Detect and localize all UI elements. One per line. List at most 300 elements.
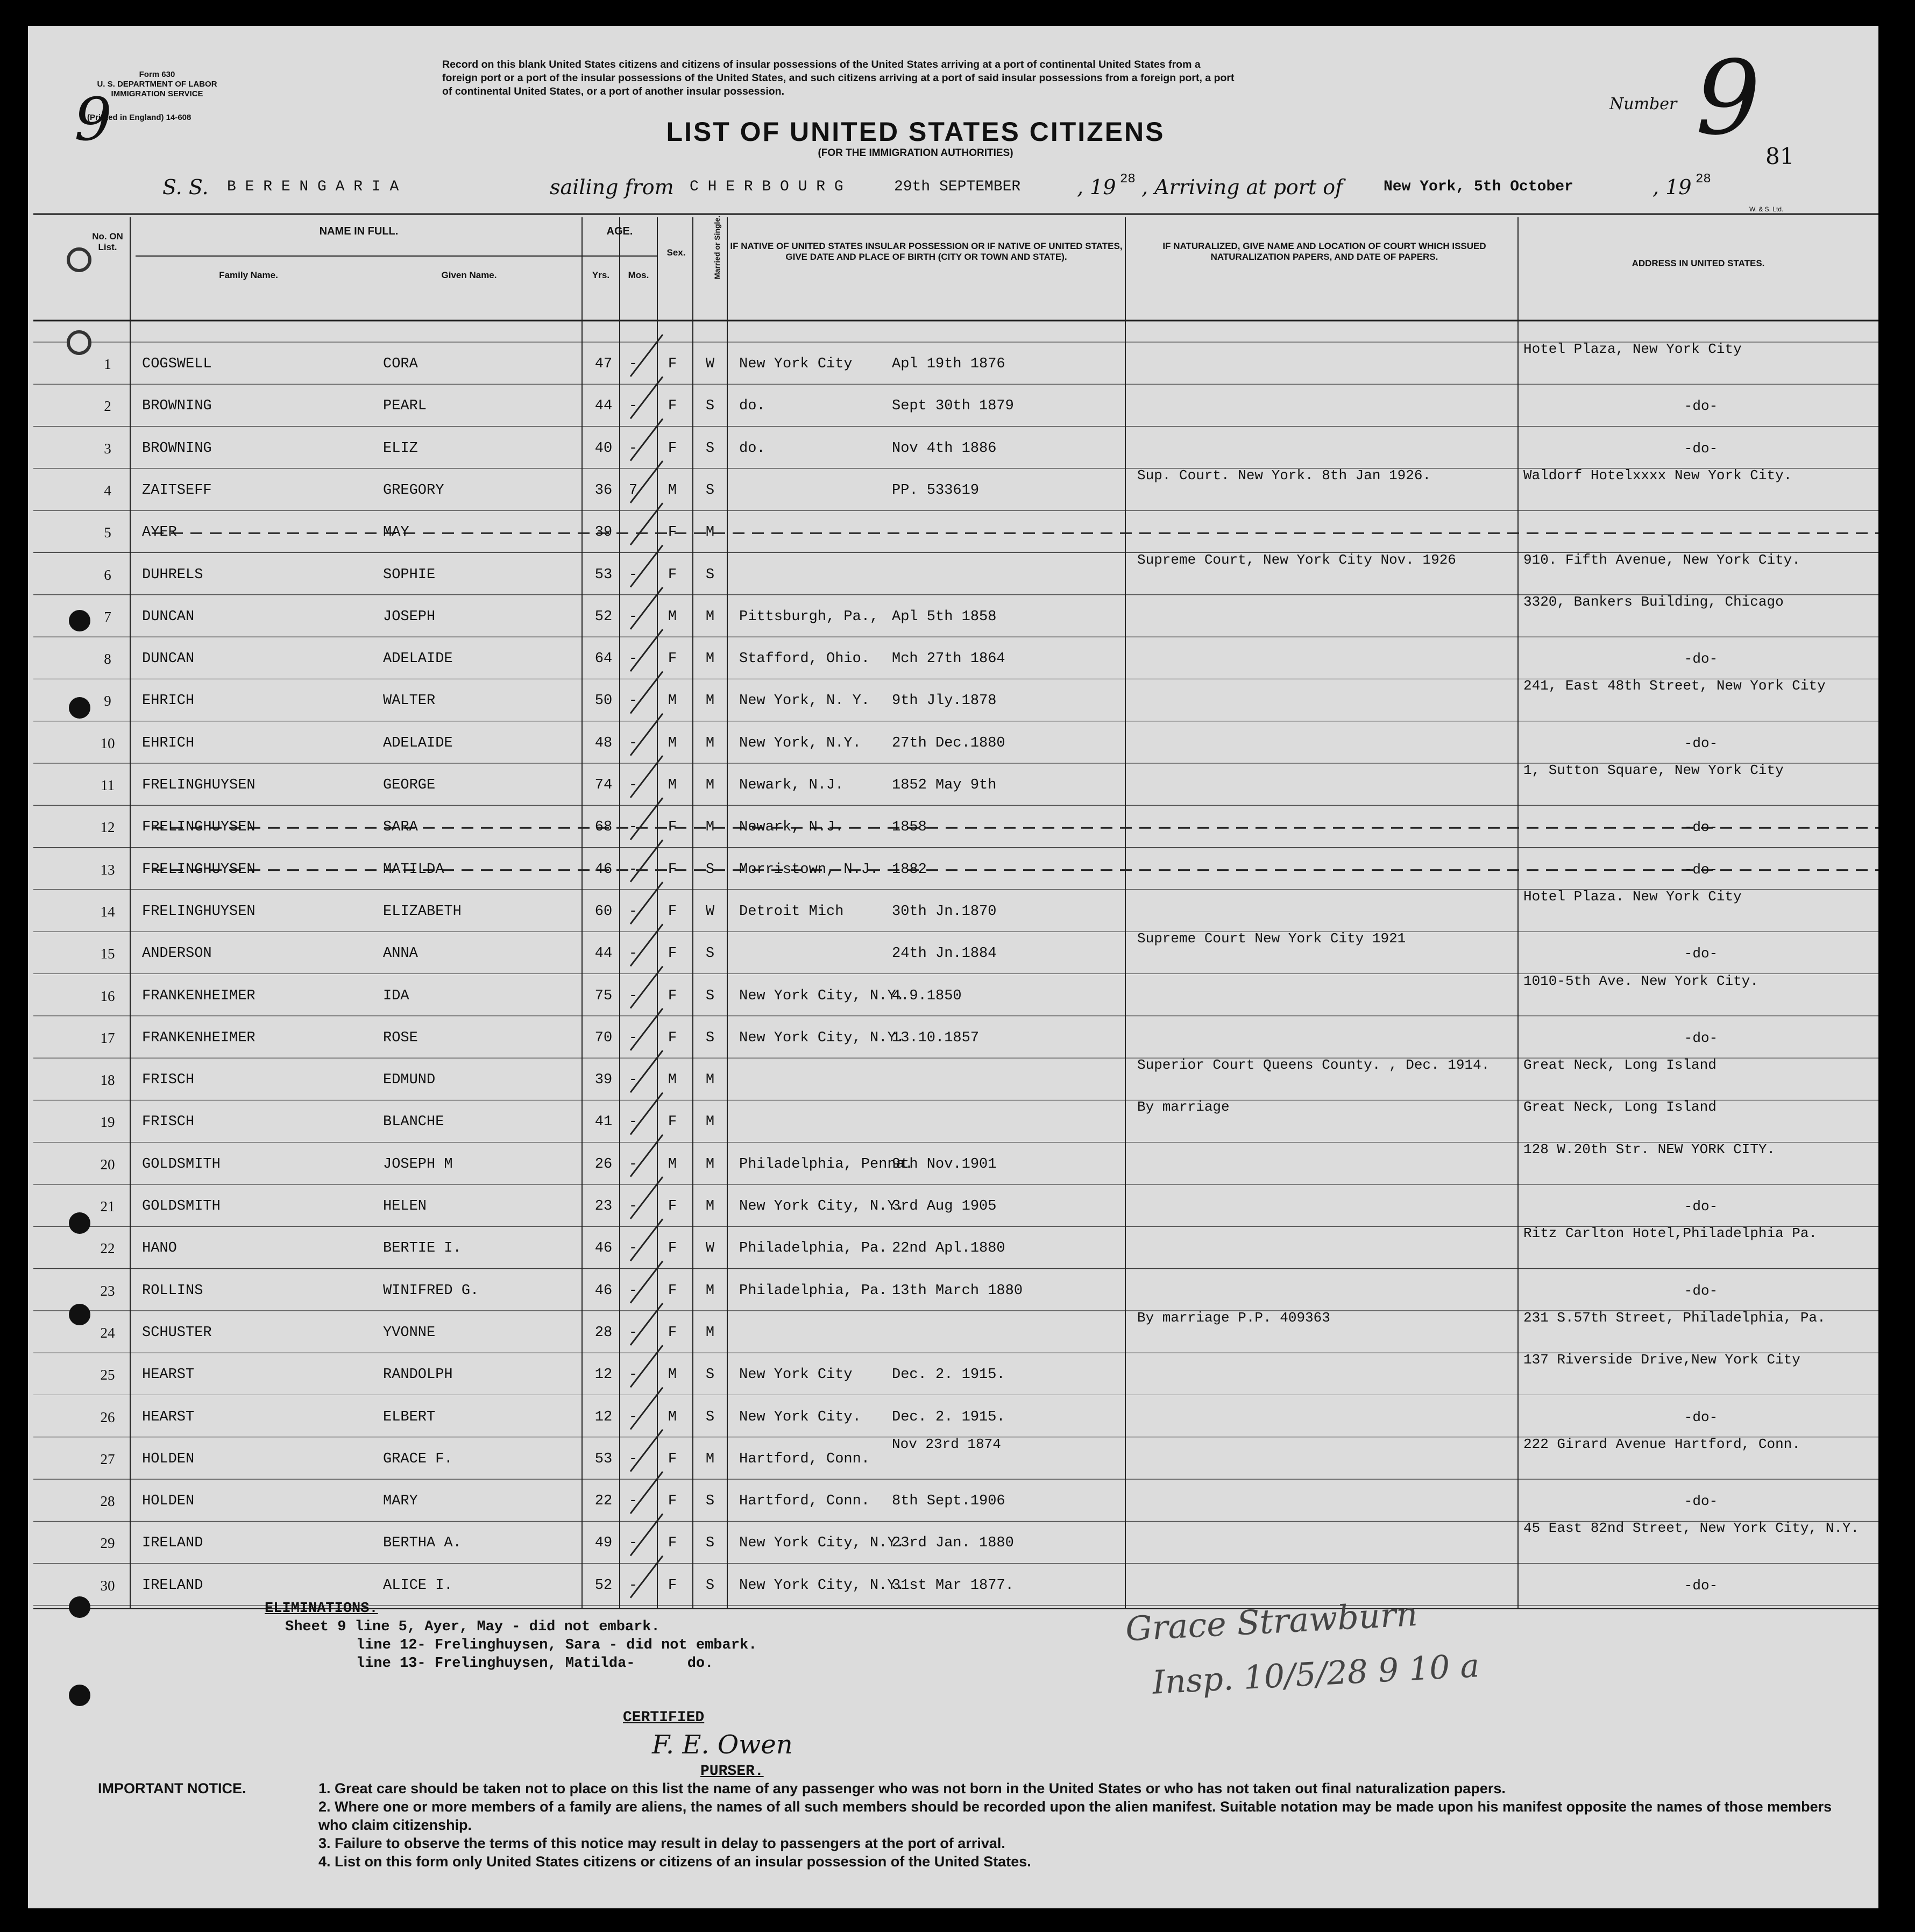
cell-no: 30 xyxy=(100,1577,115,1594)
elimination-line-1: Sheet 9 line 5, Ayer, May - did not embark. xyxy=(285,1619,660,1635)
notice-item-1: 1. Great care should be taken not to place on this list the name of any passenger who was not born in the United States or who has not taken out final naturalization papers. xyxy=(318,1780,1506,1796)
cell-ms: M xyxy=(705,819,715,836)
cell-given: CORA xyxy=(383,356,418,372)
cell-family: DUNCAN xyxy=(142,651,195,667)
cell-sex: M xyxy=(668,777,677,793)
cell-ms: S xyxy=(705,566,715,583)
col-family: Family Name. xyxy=(219,270,278,280)
cell-place: New York City, N.Y. xyxy=(739,988,905,1004)
port-from: C H E R B O U R G xyxy=(690,179,843,195)
cell-family: HEARST xyxy=(142,1367,195,1383)
cell-sex: M xyxy=(668,482,677,499)
cell-given: MARY xyxy=(383,1493,418,1510)
cell-family: BROWNING xyxy=(142,440,212,457)
cell-mos: - xyxy=(628,1324,638,1341)
cell-date: Nov 4th 1886 xyxy=(892,440,997,457)
cell-no: 8 xyxy=(104,651,111,667)
cell-given: BERTHA A. xyxy=(383,1535,462,1552)
cell-mos: - xyxy=(628,1282,638,1299)
cell-mos: - xyxy=(628,1535,638,1552)
cell-family: HEARST xyxy=(142,1409,195,1425)
elimination-line-2: line 12- Frelinghuysen, Sara - did not embark. xyxy=(356,1637,757,1653)
form-number: Form 630 xyxy=(139,70,175,79)
cell-given: ADELAIDE xyxy=(383,735,453,751)
cell-family: HOLDEN xyxy=(142,1493,195,1510)
cell-ms: M xyxy=(705,735,715,751)
cell-no: 17 xyxy=(100,1029,115,1046)
cell-addr: Waldorf Hotelxxxx New York City. xyxy=(1523,467,1792,484)
cell-ms: S xyxy=(705,861,715,878)
cell-given: ANNA xyxy=(383,946,418,962)
elimination-line-3: line 13- Frelinghuysen, Matilda- do. xyxy=(356,1656,714,1672)
cell-no: 18 xyxy=(100,1072,115,1089)
cell-sex: F xyxy=(668,819,677,836)
cell-yrs: 53 xyxy=(594,1451,613,1467)
cell-no: 6 xyxy=(104,566,111,583)
cell-ms: M xyxy=(705,1198,715,1214)
cell-sex: F xyxy=(668,566,677,583)
cell-ms: S xyxy=(705,1367,715,1383)
binder-hole xyxy=(69,1212,90,1234)
cell-family: FRELINGHUYSEN xyxy=(142,903,256,920)
col-no: No. ON List. xyxy=(92,231,123,252)
cell-place: Philadelphia, Pa. xyxy=(739,1240,888,1257)
cell-given: JOSEPH M xyxy=(383,1156,453,1173)
cell-date: 27th Dec.1880 xyxy=(892,735,1005,751)
cell-yrs: 12 xyxy=(594,1367,613,1383)
cell-yrs: 52 xyxy=(594,1577,613,1594)
cell-place: Detroit Mich xyxy=(739,903,844,920)
cell-mos: - xyxy=(628,1577,638,1594)
cell-addr: -do- xyxy=(1684,651,1718,667)
cell-mos: - xyxy=(628,398,638,415)
cell-date: Nov 23rd 1874 xyxy=(892,1436,1001,1452)
cell-ms: M xyxy=(705,1156,715,1173)
cell-ms: M xyxy=(705,1324,715,1341)
cell-addr: 1, Sutton Square, New York City xyxy=(1523,762,1784,778)
cell-no: 19 xyxy=(100,1114,115,1131)
port-to: New York, 5th October xyxy=(1384,179,1573,195)
cell-mos: - xyxy=(628,1493,638,1510)
cell-place: New York, N. Y. xyxy=(739,693,870,709)
col-age: AGE. xyxy=(606,225,633,237)
cell-date: 1882 xyxy=(892,861,927,878)
cell-ms: S xyxy=(705,1577,715,1594)
col-married: Married or Single. xyxy=(713,215,721,280)
cell-addr: 241, East 48th Street, New York City xyxy=(1523,678,1826,694)
cell-yrs: 46 xyxy=(594,1282,613,1299)
cell-sex: F xyxy=(668,1493,677,1510)
cell-family: IRELAND xyxy=(142,1535,203,1552)
cell-addr: -do- xyxy=(1684,1409,1718,1425)
cell-no: 9 xyxy=(104,693,111,709)
cell-mos: - xyxy=(628,1367,638,1383)
binder-hole xyxy=(67,330,91,355)
cell-mos: - xyxy=(628,608,638,625)
cell-place: Newark, N.J. xyxy=(739,777,844,793)
cell-sex: M xyxy=(668,1409,677,1425)
cell-date: Apl 5th 1858 xyxy=(892,608,997,625)
cell-addr: Ritz Carlton Hotel,Philadelphia Pa. xyxy=(1523,1225,1818,1242)
cell-family: AYER xyxy=(142,524,177,541)
cell-yrs: 74 xyxy=(594,777,613,793)
cell-place: New York City xyxy=(739,1367,853,1383)
cell-yrs: 23 xyxy=(594,1198,613,1214)
cell-yrs: 36 xyxy=(594,482,613,499)
cell-no: 27 xyxy=(100,1451,115,1467)
cell-place: New York City. xyxy=(739,1409,861,1425)
cell-date: 22nd Apl.1880 xyxy=(892,1240,1005,1257)
purser-signature: F. E. Owen xyxy=(652,1730,793,1760)
cell-nat: Superior Court Queens County. , Dec. 1914. xyxy=(1137,1057,1490,1074)
purser-label: PURSER. xyxy=(700,1763,764,1780)
cell-no: 23 xyxy=(100,1282,115,1299)
cell-given: MATILDA xyxy=(383,861,444,878)
cell-family: HOLDEN xyxy=(142,1451,195,1467)
cell-sex: F xyxy=(668,861,677,878)
cell-no: 16 xyxy=(100,988,115,1004)
cell-mos: - xyxy=(628,651,638,667)
notice-heading: IMPORTANT NOTICE. xyxy=(98,1780,246,1796)
cell-ms: W xyxy=(705,1240,715,1257)
cell-addr: 137 Riverside Drive,New York City xyxy=(1523,1352,1800,1368)
cell-no: 26 xyxy=(100,1409,115,1425)
cell-date: 13th March 1880 xyxy=(892,1282,1023,1299)
cell-sex: F xyxy=(668,1282,677,1299)
cell-family: HANO xyxy=(142,1240,177,1257)
cell-sex: F xyxy=(668,1451,677,1467)
cell-ms: S xyxy=(705,1409,715,1425)
manifest-sheet xyxy=(28,26,1878,1908)
cell-addr: -do- xyxy=(1684,946,1718,962)
cell-place: do. xyxy=(739,440,765,457)
cell-given: SOPHIE xyxy=(383,566,436,583)
cell-place: Morristown, N.J. xyxy=(739,861,879,878)
cell-no: 22 xyxy=(100,1240,115,1257)
cell-mos: - xyxy=(628,1072,638,1089)
col-given: Given Name. xyxy=(441,270,497,280)
cell-sex: F xyxy=(668,398,677,415)
cell-date: Mch 27th 1864 xyxy=(892,651,1005,667)
cell-given: WALTER xyxy=(383,693,436,709)
cell-given: ELBERT xyxy=(383,1409,436,1425)
preamble-line: foreign port or a port of the insular possessions of the United States, and such citizens arriving at a port of said insular possessions from a foreign port, a port xyxy=(442,72,1235,84)
cell-sex: F xyxy=(668,1577,677,1594)
cell-ms: M xyxy=(705,1282,715,1299)
col-yrs: Yrs. xyxy=(592,270,610,280)
cell-yrs: 47 xyxy=(594,356,613,372)
cell-mos: - xyxy=(628,1451,638,1467)
cell-yrs: 50 xyxy=(594,693,613,709)
cell-sex: F xyxy=(668,946,677,962)
cell-ms: M xyxy=(705,1451,715,1467)
cell-given: WINIFRED G. xyxy=(383,1282,479,1299)
cell-addr: -do- xyxy=(1684,1282,1718,1299)
cell-date: Sept 30th 1879 xyxy=(892,398,1014,415)
cell-family: DUHRELS xyxy=(142,566,203,583)
certified-label: CERTIFIED xyxy=(623,1709,705,1726)
cell-given: JOSEPH xyxy=(383,608,436,625)
cell-given: GRACE F. xyxy=(383,1451,453,1467)
cell-no: 7 xyxy=(104,608,111,625)
ship-name: B E R E N G A R I A xyxy=(227,179,399,195)
cell-sex: F xyxy=(668,524,677,541)
cell-family: FRELINGHUYSEN xyxy=(142,777,256,793)
cell-addr: -do- xyxy=(1684,735,1718,751)
cell-given: IDA xyxy=(383,988,409,1004)
cell-yrs: 22 xyxy=(594,1493,613,1510)
cell-addr: -do- xyxy=(1684,398,1718,415)
cell-no: 29 xyxy=(100,1535,115,1552)
col-mos: Mos. xyxy=(628,270,649,280)
cell-addr: 231 S.57th Street, Philadelphia, Pa. xyxy=(1523,1309,1826,1326)
cell-yrs: 40 xyxy=(594,440,613,457)
cell-date: Dec. 2. 1915. xyxy=(892,1409,1005,1425)
cell-nat: Supreme Court New York City 1921 xyxy=(1137,931,1406,947)
cell-sex: M xyxy=(668,608,677,625)
notice-item-2: 2. Where one or more members of a family are aliens, the names of all such members should be recorded upon the alien manifest. Suitable notation may be made upon his manifest opposite the names of those members who claim citizenship. xyxy=(318,1799,1832,1833)
cell-place: Hartford, Conn. xyxy=(739,1493,870,1510)
cell-yrs: 44 xyxy=(594,398,613,415)
number-value: 9 xyxy=(1696,39,1761,158)
cell-yrs: 12 xyxy=(594,1409,613,1425)
cell-family: EHRICH xyxy=(142,735,195,751)
cell-place: Pittsburgh, Pa., xyxy=(739,608,879,625)
cell-nat: Sup. Court. New York. 8th Jan 1926. xyxy=(1137,467,1431,484)
cell-date: 8th Sept.1906 xyxy=(892,1493,1005,1510)
service: IMMIGRATION SERVICE xyxy=(111,89,203,98)
binder-hole xyxy=(69,697,90,719)
cell-mos: - xyxy=(628,566,638,583)
binder-hole xyxy=(69,1596,90,1618)
cell-given: ADELAIDE xyxy=(383,651,453,667)
cell-yrs: 75 xyxy=(594,988,613,1004)
cell-yrs: 44 xyxy=(594,946,613,962)
year-prefix: , 19 xyxy=(1077,175,1116,199)
printer-mark: W. & S. Ltd. xyxy=(1749,205,1784,213)
cell-given: PEARL xyxy=(383,398,427,415)
cell-addr: -do- xyxy=(1684,861,1718,878)
notice-item-3: 3. Failure to observe the terms of this notice may result in delay to passengers at the port of arrival. xyxy=(318,1835,1005,1851)
cell-date: 13.10.1857 xyxy=(892,1029,980,1046)
cell-family: GOLDSMITH xyxy=(142,1156,221,1173)
cell-place: Philadelphia, Pa. xyxy=(739,1282,888,1299)
preamble-line: of continental United States, or a port of another insular possession. xyxy=(442,86,784,97)
cell-place: New York City, N.Y. xyxy=(739,1535,905,1552)
cell-ms: S xyxy=(705,440,715,457)
cell-no: 2 xyxy=(104,398,111,415)
cell-mos: - xyxy=(628,988,638,1004)
cell-yrs: 41 xyxy=(594,1114,613,1131)
important-notice xyxy=(98,1779,1846,1871)
printed-note: (Printed in England) 14-608 xyxy=(87,113,191,122)
cell-date: 24th Jn.1884 xyxy=(892,946,997,962)
cell-given: ALICE I. xyxy=(383,1577,453,1594)
cell-mos: - xyxy=(628,1156,638,1173)
col-address: ADDRESS IN UNITED STATES. xyxy=(1632,258,1765,268)
cell-sex: F xyxy=(668,1198,677,1214)
inspector-note: Insp. 10/5/28 9 10 a xyxy=(1151,1647,1480,1702)
cell-nat: By marriage P.P. 409363 xyxy=(1137,1309,1330,1326)
cell-place: Philadelphia, Penna. xyxy=(739,1156,914,1173)
cell-no: 4 xyxy=(104,482,111,499)
cell-date: 1858 xyxy=(892,819,927,836)
cell-sex: M xyxy=(668,735,677,751)
cell-given: ROSE xyxy=(383,1029,418,1046)
cell-addr: -do- xyxy=(1684,819,1718,836)
cell-no: 5 xyxy=(104,524,111,541)
cell-addr: -do- xyxy=(1684,440,1718,457)
cell-given: YVONNE xyxy=(383,1324,436,1341)
cell-family: EHRICH xyxy=(142,693,195,709)
cell-given: GREGORY xyxy=(383,482,444,499)
cell-mos: - xyxy=(628,1029,638,1046)
cell-ms: M xyxy=(705,608,715,625)
cell-place: Stafford, Ohio. xyxy=(739,651,870,667)
sailing-label: sailing from xyxy=(550,175,674,199)
cell-addr: 128 W.20th Str. NEW YORK CITY. xyxy=(1523,1141,1776,1157)
cell-given: GEORGE xyxy=(383,777,436,793)
cell-place: do. xyxy=(739,398,765,415)
cell-mos: - xyxy=(628,693,638,709)
cell-ms: M xyxy=(705,651,715,667)
cell-sex: F xyxy=(668,903,677,920)
cell-place: New York City, N.Y. xyxy=(739,1029,905,1046)
cell-sex: F xyxy=(668,1114,677,1131)
cell-mos: - xyxy=(628,440,638,457)
cell-ms: S xyxy=(705,1493,715,1510)
cell-family: DUNCAN xyxy=(142,608,195,625)
cell-addr: 910. Fifth Avenue, New York City. xyxy=(1523,551,1800,568)
cell-yrs: 46 xyxy=(594,1240,613,1257)
cell-nat: Supreme Court, New York City Nov. 1926 xyxy=(1137,551,1456,568)
cell-sex: M xyxy=(668,693,677,709)
cell-yrs: 39 xyxy=(594,524,613,541)
cell-sex: M xyxy=(668,1072,677,1089)
cell-family: FRISCH xyxy=(142,1114,195,1131)
eliminations-heading: ELIMINATIONS. xyxy=(265,1601,378,1617)
cell-addr: Hotel Plaza. New York City xyxy=(1523,888,1742,905)
cell-no: 24 xyxy=(100,1324,115,1341)
cell-nat: By marriage xyxy=(1137,1099,1230,1116)
col-birth: IF NATIVE OF UNITED STATES INSULAR POSSESSION OR IF NATIVE OF UNITED STATES, GIVE DATE AND PLACE OF BIRTH (CITY OR TOWN AND STATE). xyxy=(730,241,1123,262)
cell-sex: M xyxy=(668,1156,677,1173)
cell-ms: S xyxy=(705,988,715,1004)
cell-yrs: 49 xyxy=(594,1535,613,1552)
binder-hole xyxy=(69,610,90,631)
cell-addr: 45 East 82nd Street, New York City, N.Y. xyxy=(1523,1520,1860,1537)
binder-hole xyxy=(69,1304,90,1325)
cell-mos: - xyxy=(628,1409,638,1425)
cell-given: MAY xyxy=(383,524,409,541)
page-title: LIST OF UNITED STATES CITIZENS xyxy=(666,117,1165,147)
year-to: 28 xyxy=(1696,172,1711,187)
cell-given: ELIZABETH xyxy=(383,903,462,920)
cell-mos: - xyxy=(628,1240,638,1257)
cell-date: 31st Mar 1877. xyxy=(892,1577,1014,1594)
cell-no: 3 xyxy=(104,440,111,457)
year-prefix-2: , 19 xyxy=(1652,175,1692,199)
cell-family: COGSWELL xyxy=(142,356,212,372)
cell-yrs: 28 xyxy=(594,1324,613,1341)
cell-date: 9th Nov.1901 xyxy=(892,1156,997,1173)
cell-family: FRELINGHUYSEN xyxy=(142,819,256,836)
cell-place: New York City, N.Y. xyxy=(739,1577,905,1594)
cell-ms: M xyxy=(705,1114,715,1131)
cell-mos: - xyxy=(628,1114,638,1131)
cell-mos: - xyxy=(628,1198,638,1214)
cell-place: Newark, N.J. xyxy=(739,819,844,836)
col-sex: Sex. xyxy=(666,247,686,258)
cell-yrs: 53 xyxy=(594,566,613,583)
cell-no: 12 xyxy=(100,819,115,836)
cell-sex: F xyxy=(668,1324,677,1341)
cell-yrs: 46 xyxy=(594,861,613,878)
cell-date: 23rd Jan. 1880 xyxy=(892,1535,1014,1552)
cell-ms: S xyxy=(705,1029,715,1046)
cell-given: EDMUND xyxy=(383,1072,436,1089)
page-number: 81 xyxy=(1765,143,1795,169)
year-from: 28 xyxy=(1120,172,1136,187)
cell-sex: F xyxy=(668,988,677,1004)
cell-ms: M xyxy=(705,524,715,541)
cell-ms: S xyxy=(705,482,715,499)
cell-family: IRELAND xyxy=(142,1577,203,1594)
cell-place: New York City xyxy=(739,356,853,372)
cell-date: Dec. 2. 1915. xyxy=(892,1367,1005,1383)
cell-yrs: 64 xyxy=(594,651,613,667)
cell-family: FRELINGHUYSEN xyxy=(142,861,256,878)
cell-yrs: 68 xyxy=(594,819,613,836)
cell-no: 21 xyxy=(100,1198,115,1214)
cell-mos: 7 xyxy=(628,482,638,499)
ss-label: S. S. xyxy=(162,175,209,199)
cell-date: 3rd Aug 1905 xyxy=(892,1198,997,1214)
col-naturalized: IF NATURALIZED, GIVE NAME AND LOCATION OF COURT WHICH ISSUED NATURALIZATION PAPERS, AND DATE OF PAPERS. xyxy=(1162,241,1486,262)
cell-place: New York City, N.Y. xyxy=(739,1198,905,1214)
cell-yrs: 48 xyxy=(594,735,613,751)
cell-yrs: 39 xyxy=(594,1072,613,1089)
cell-mos: - xyxy=(628,861,638,878)
arriving-label: , Arriving at port of xyxy=(1141,175,1343,199)
cell-ms: S xyxy=(705,1535,715,1552)
cell-no: 20 xyxy=(100,1156,115,1173)
binder-hole xyxy=(69,1685,90,1706)
cell-family: GOLDSMITH xyxy=(142,1198,221,1214)
cell-addr: -do- xyxy=(1684,1029,1718,1046)
number-label: Number xyxy=(1609,95,1677,113)
cell-addr: Great Neck, Long Island xyxy=(1523,1099,1717,1116)
cell-ms: W xyxy=(705,356,715,372)
cell-date: 1852 May 9th xyxy=(892,777,997,793)
cell-addr: 1010-5th Ave. New York City. xyxy=(1523,972,1758,989)
cell-sex: F xyxy=(668,356,677,372)
inspector-signature: Grace Strawburn xyxy=(1124,1594,1419,1649)
cell-no: 25 xyxy=(100,1367,115,1383)
cell-family: FRANKENHEIMER xyxy=(142,1029,256,1046)
cell-given: SARA xyxy=(383,819,418,836)
cell-addr: Hotel Plaza, New York City xyxy=(1523,341,1742,357)
cell-given: ELIZ xyxy=(383,440,418,457)
cell-date: 9th Jly.1878 xyxy=(892,693,997,709)
cell-date: Apl 19th 1876 xyxy=(892,356,1005,372)
cell-family: FRANKENHEIMER xyxy=(142,988,256,1004)
cell-no: 14 xyxy=(100,903,115,920)
cell-mos: - xyxy=(628,356,638,372)
cell-date: 4.9.1850 xyxy=(892,988,962,1004)
cell-sex: F xyxy=(668,1240,677,1257)
cell-no: 11 xyxy=(101,777,115,793)
